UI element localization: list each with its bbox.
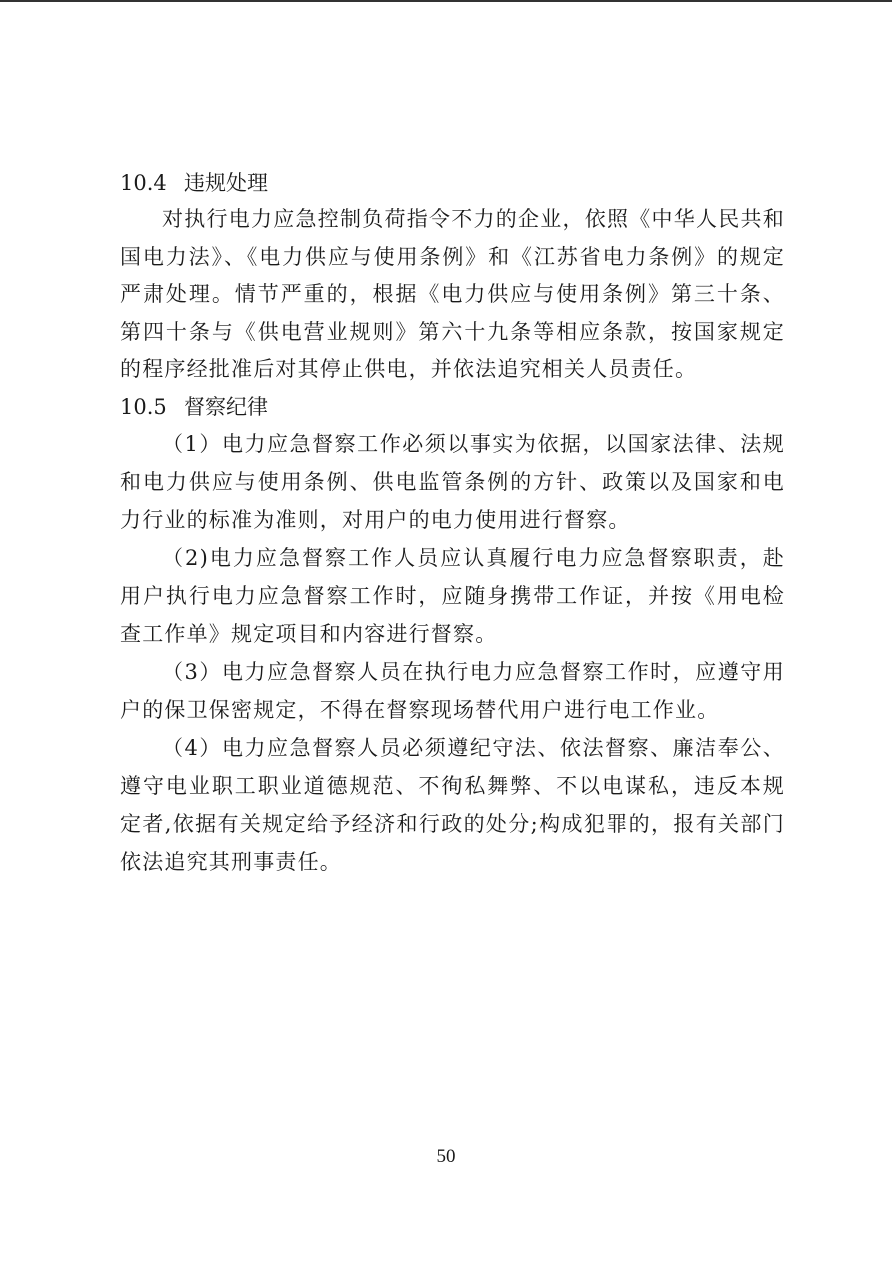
paragraph-item-4: （4）电力应急督察人员必须遵纪守法、依法督察、廉洁奉公、遵守电业职工职业道德规范、不徇私舞弊、不以电谋私，违反本规定者,依据有关规定给予经济和行政的处分;构成犯罪的，报有关部门依法追究其刑事责任。 — [120, 735, 785, 874]
section-10-5 — [120, 389, 785, 881]
paragraph-item-1: （1）电力应急督察工作必须以事实为依据，以国家法律、法规和电力供应与使用条例、供电监管条例的方针、政策以及国家和电力行业的标准为准则，对用户的电力使用进行督察。 — [120, 431, 785, 532]
section-10-4 — [120, 165, 785, 389]
top-border-line — [0, 0, 892, 2]
section-number: 10.4 — [120, 171, 167, 195]
paragraph-item-2: （2)电力应急督察工作人员应认真履行电力应急督察职责，赴用户执行电力应急督察工作时，应随身携带工作证，并按《用电检查工作单》规定项目和内容进行督察。 — [120, 545, 785, 646]
section-number: 10.5 — [120, 394, 167, 419]
section-heading — [120, 165, 785, 201]
paragraph: 对执行电力应急控制负荷指令不力的企业，依照《中华人民共和国电力法》、《电力供应与使用条例》和《江苏省电力条例》的规定严肃处理。情节严重的，根据《电力供应与使用条例》第三十条、第四十条与《供电营业规则》第六十九条等相应条款，按国家规定的程序经批准后对其停止供电，并依法追究相关人员责任。 — [120, 207, 785, 381]
paragraph-item-3: （3）电力应急督察人员在执行电力应急督察工作时，应遵守用户的保卫保密规定，不得在督察现场替代用户进行电工作业。 — [120, 659, 785, 722]
page-number: 50 — [436, 1146, 456, 1167]
page-body — [120, 165, 785, 881]
section-heading — [120, 389, 785, 425]
section-title: 督察纪律 — [184, 394, 268, 419]
section-title: 违规处理 — [184, 171, 268, 195]
